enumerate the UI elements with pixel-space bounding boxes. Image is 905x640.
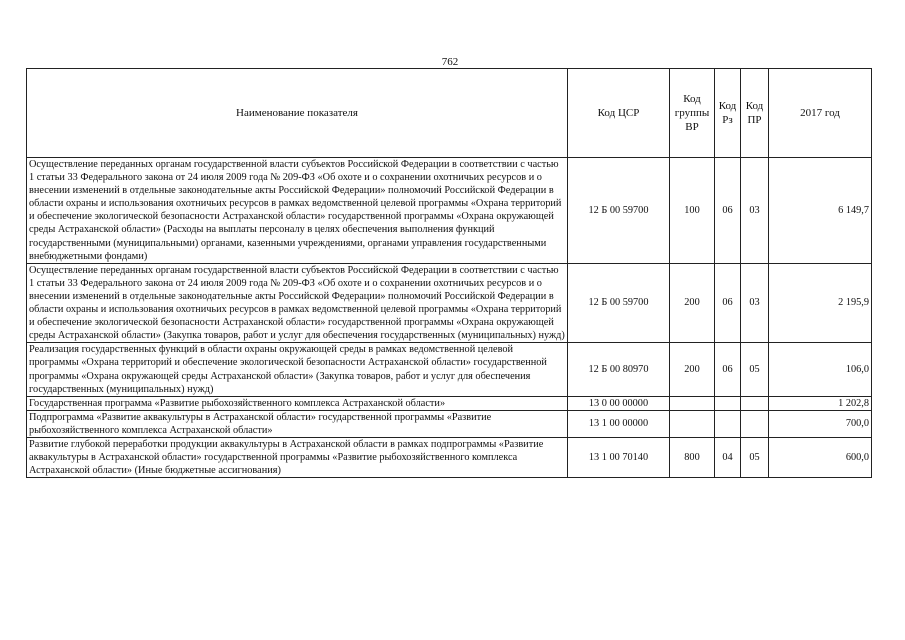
row-rz <box>715 410 741 437</box>
row-vr <box>670 396 715 410</box>
budget-table <box>26 68 872 478</box>
header-pr: Код ПР <box>741 69 769 158</box>
row-rz: 06 <box>715 158 741 264</box>
row-rz: 04 <box>715 437 741 477</box>
row-name: Государственная программа «Развитие рыбохозяйственного комплекса Астраханской области» <box>27 396 568 410</box>
row-rz: 06 <box>715 343 741 396</box>
table-row <box>27 437 872 477</box>
row-pr: 05 <box>741 343 769 396</box>
row-csr: 13 1 00 00000 <box>568 410 670 437</box>
row-amount: 106,0 <box>769 343 872 396</box>
row-pr: 05 <box>741 437 769 477</box>
row-amount: 6 149,7 <box>769 158 872 264</box>
table-row <box>27 410 872 437</box>
header-row <box>27 69 872 158</box>
row-amount: 2 195,9 <box>769 263 872 343</box>
row-csr: 12 Б 00 80970 <box>568 343 670 396</box>
table-row <box>27 263 872 343</box>
page-number: 762 <box>441 56 459 68</box>
row-name: Реализация государственных функций в области охраны окружающей среды в рамках ведомственной целевой программы «Охрана территорий и обеспечение экологической безопасности Астраханской области» государственной программы «Охрана окружающей среды Астраханской области» (Закупка товаров, работ и услуг для обеспечения государственных (муниципальных) нужд) <box>27 343 568 396</box>
row-amount: 1 202,8 <box>769 396 872 410</box>
row-rz <box>715 396 741 410</box>
header-csr: Код ЦСР <box>568 69 670 158</box>
header-year: 2017 год <box>769 69 872 158</box>
row-vr: 100 <box>670 158 715 264</box>
row-vr: 800 <box>670 437 715 477</box>
row-vr: 200 <box>670 263 715 343</box>
row-name: Подпрограмма «Развитие аквакультуры в Астраханской области» государственной программы «Развитие рыбохозяйственного комплекса Астраханской области» <box>27 410 568 437</box>
row-pr: 03 <box>741 158 769 264</box>
row-name: Развитие глубокой переработки продукции аквакультуры в Астраханской области в рамках подпрограммы «Развитие аквакультуры в Астраханской области» государственной программы «Развитие рыбохозяйственного комплекса Астраханской области» (Иные бюджетные ассигнования) <box>27 437 568 477</box>
row-csr: 13 1 00 70140 <box>568 437 670 477</box>
row-pr <box>741 396 769 410</box>
row-name: Осуществление переданных органам государственной власти субъектов Российской Федерации в соответствии с частью 1 статьи 33 Федерального закона от 24 июля 2009 года № 209-ФЗ «Об охоте и о сохранении охотничьих ресурсов и о внесении изменений в отдельные законодательные акты Российской Федерации» полномочий Российской Федерации в области охраны и использования охотничьих ресурсов в рамках ведомственной целевой программы «Охрана территорий и обеспечение экологической безопасности Астраханской области» государственной программы «Охрана окружающей среды Астраханской области» (Закупка товаров, работ и услуг для обеспечения государственных (муниципальных) нужд) <box>27 263 568 343</box>
table-row <box>27 396 872 410</box>
row-amount: 700,0 <box>769 410 872 437</box>
row-pr <box>741 410 769 437</box>
row-pr: 03 <box>741 263 769 343</box>
row-csr: 12 Б 00 59700 <box>568 158 670 264</box>
header-name: Наименование показателя <box>27 69 568 158</box>
row-vr <box>670 410 715 437</box>
row-rz: 06 <box>715 263 741 343</box>
row-csr: 13 0 00 00000 <box>568 396 670 410</box>
row-csr: 12 Б 00 59700 <box>568 263 670 343</box>
table-row <box>27 158 872 264</box>
row-name: Осуществление переданных органам государственной власти субъектов Российской Федерации в соответствии с частью 1 статьи 33 Федерального закона от 24 июля 2009 года № 209-ФЗ «Об охоте и о сохранении охотничьих ресурсов и о внесении изменений в отдельные законодательные акты Российской Федерации» полномочий Российской Федерации в области охраны и использования охотничьих ресурсов в рамках ведомственной целевой программы «Охрана территорий и обеспечение экологической безопасности Астраханской области» государственной программы «Охрана окружающей среды Астраханской области» (Расходы на выплаты персоналу в целях обеспечения выполнения функций государственными (муниципальными) органами, казенными учреждениями, органами управления государственными внебюджетными фондами) <box>27 158 568 264</box>
header-vr: Код группы ВР <box>670 69 715 158</box>
row-amount: 600,0 <box>769 437 872 477</box>
header-rz: Код Рз <box>715 69 741 158</box>
table-row <box>27 343 872 396</box>
row-vr: 200 <box>670 343 715 396</box>
